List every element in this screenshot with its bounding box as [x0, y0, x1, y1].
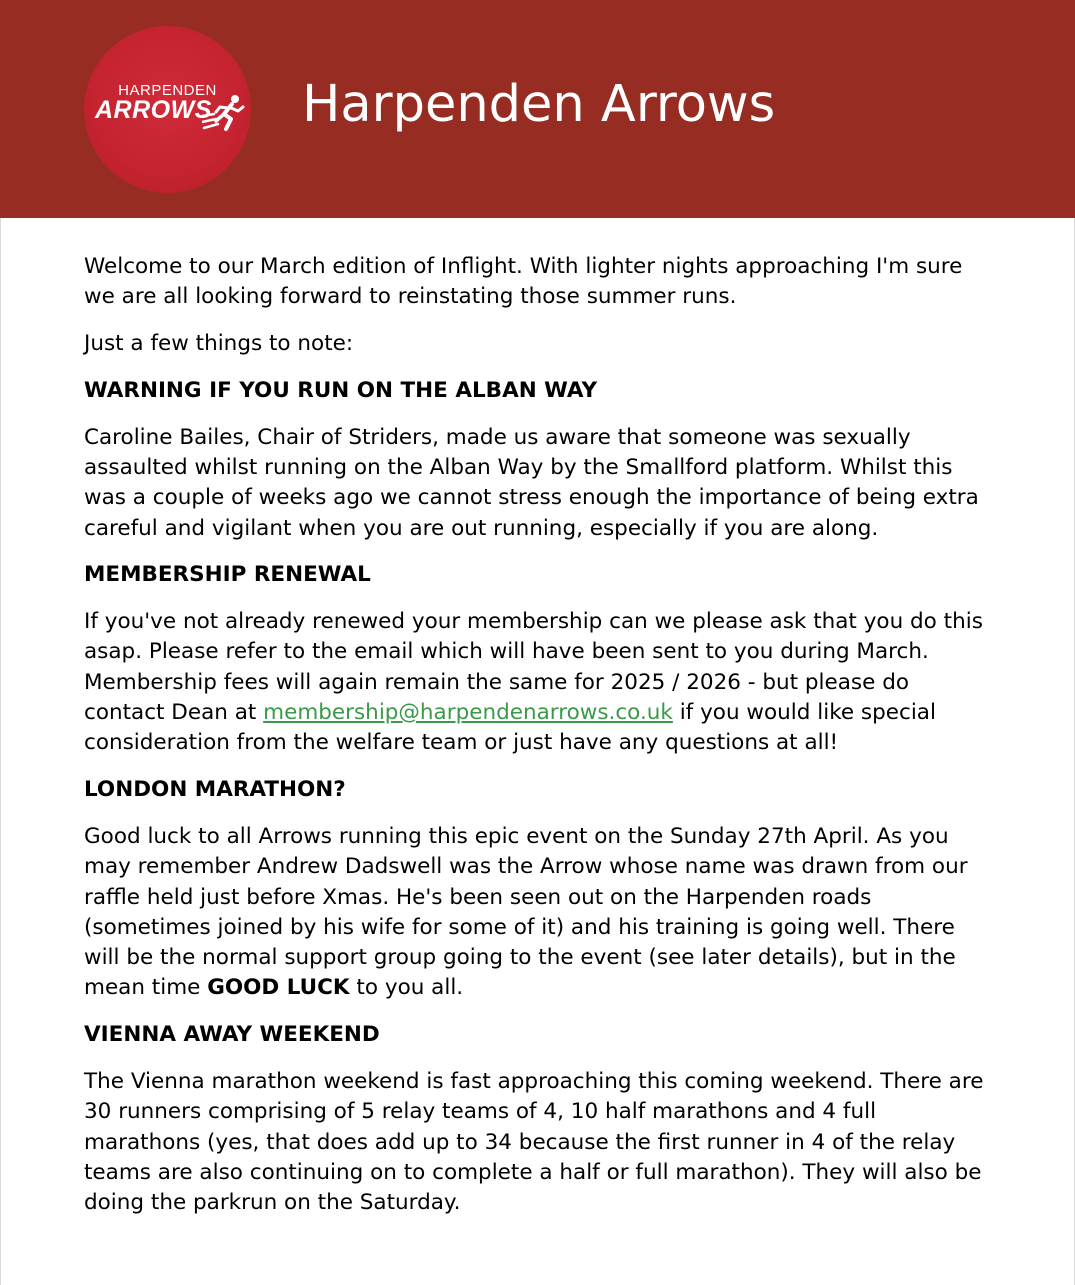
london-marathon-heading: LONDON MARATHON?: [84, 777, 346, 803]
newsletter-title: Harpenden Arrows: [302, 75, 776, 134]
vienna-heading: VIENNA AWAY WEEKEND: [84, 1022, 380, 1048]
membership-paragraph: [84, 607, 996, 758]
london-marathon-paragraph: [84, 822, 996, 1004]
logo-text-top: HARPENDEN: [118, 82, 217, 99]
membership-text-before: If you've not already renewed your membership can we please ask that you do this asap. Please refer to the email which will have been sent to you during March. Membership fees will again remain the same for 2025 / 2026 - but please do contact Dean at: [84, 609, 983, 726]
logo-text-main: ARROWS: [95, 96, 212, 124]
membership-text-after: if you would like special consideration from the welfare team or just have any questions at all!: [84, 700, 936, 756]
left-border: [0, 218, 1, 1285]
membership-email-link[interactable]: membership@harpendenarrows.co.uk: [263, 700, 673, 726]
vienna-paragraph: The Vienna marathon weekend is fast approaching this coming weekend. There are 30 runners comprising of 5 relay teams of 4, 10 half marathons and 4 full marathons (yes, that does add up to 34 because the first runner in 4 of the relay teams are also continuing on to complete a half or full marathon). They will also be doing the parkrun on the Saturday.: [84, 1069, 984, 1216]
newsletter-header: [0, 0, 1075, 218]
runner-icon: [202, 92, 246, 136]
newsletter-body: [84, 252, 996, 1235]
alban-way-heading: WARNING IF YOU RUN ON THE ALBAN WAY: [84, 377, 598, 403]
intro-note: Just a few things to note:: [84, 331, 354, 357]
membership-heading: MEMBERSHIP RENEWAL: [84, 562, 371, 588]
london-text-after: to you all.: [349, 975, 464, 1001]
intro-paragraph: Welcome to our March edition of Inflight. With lighter nights approaching I'm sure we are all looking forward to reinstating those summer runs.: [84, 254, 963, 310]
london-text-before: Good luck to all Arrows running this epic event on the Sunday 27th April. As you may remember Andrew Dadswell was the Arrow whose name was drawn from our raffle held just before Xmas. He's been seen out on the Harpenden roads (sometimes joined by his wife for some of it) and his training is going well. There will be the normal support group going to the event (see later details), but in the mean time: [84, 823, 968, 1001]
club-logo: [84, 26, 251, 193]
alban-way-paragraph: Caroline Bailes, Chair of Striders, made us aware that someone was sexually assaulted whilst running on the Alban Way by the Smallford platform. Whilst this was a couple of weeks ago we cannot stress enough the importance of being extra careful and vigilant when you are out running, especially if you are along.: [84, 424, 979, 541]
good-luck-emphasis: GOOD LUCK: [207, 975, 350, 1001]
